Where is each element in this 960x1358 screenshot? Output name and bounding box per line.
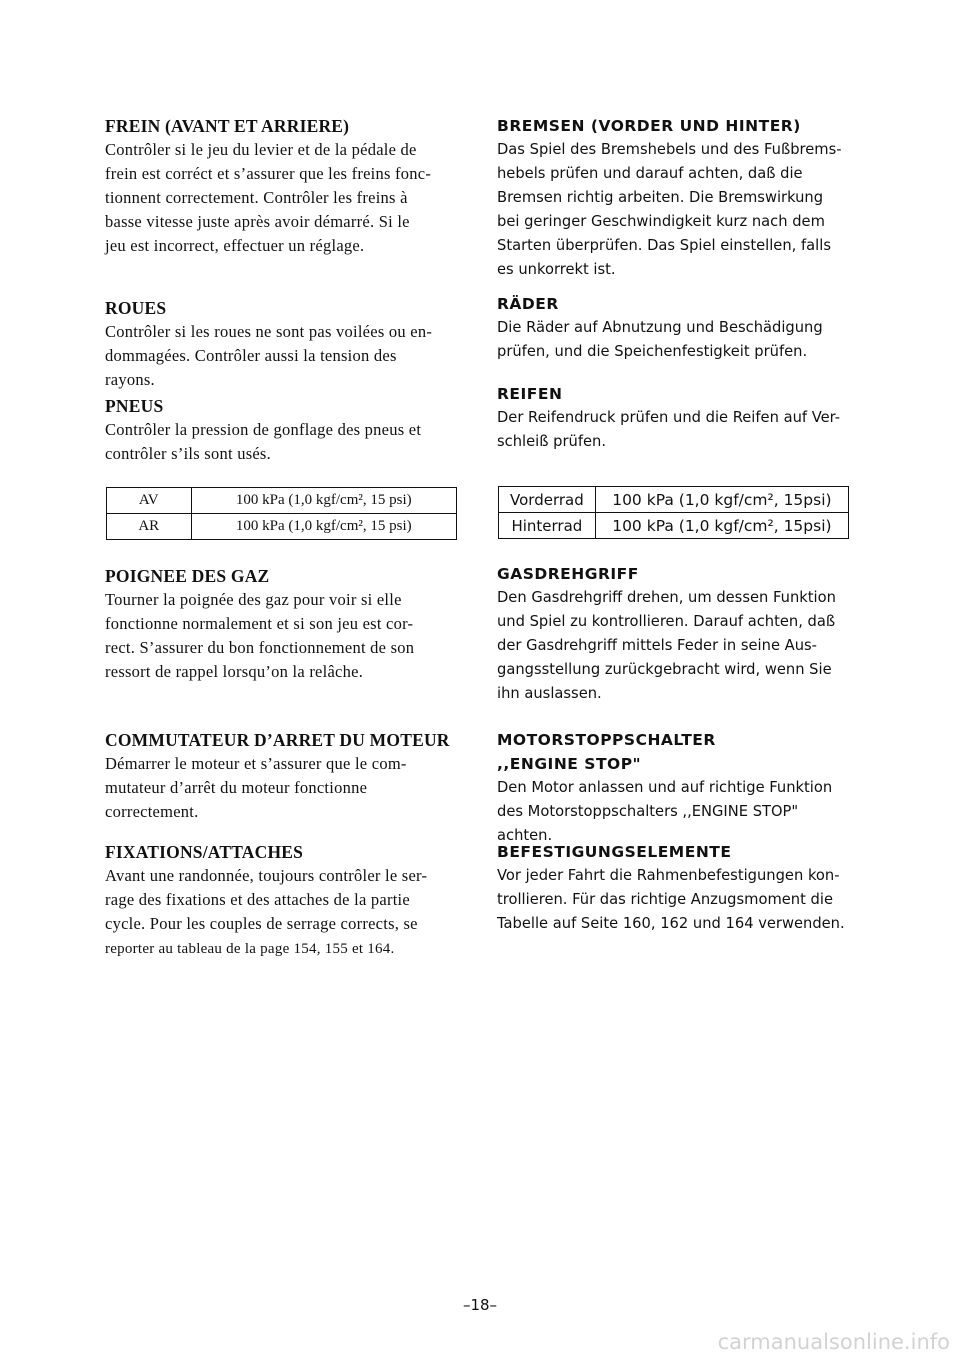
de-engine-stop-heading: MOTORSTOPPSCHALTER ,,ENGINE STOP" bbox=[497, 731, 716, 773]
fr-fasteners-section bbox=[105, 840, 457, 961]
fr-rear-label: AR bbox=[107, 514, 192, 540]
de-brakes-text: Das Spiel des Bremshebels und des Fußbrems- hebels prüfen und darauf achten, daß die Bremsen richtig arbeiten. Die Bremswirkung bei geringer Geschwindigkeit kurz nach dem Starten überprüfen. Das Spiel einstellen, falls es unkorrekt ist. bbox=[497, 141, 842, 278]
fr-engine-stop-section bbox=[105, 728, 457, 824]
fr-tires-section bbox=[105, 394, 457, 466]
fr-pressure-table bbox=[106, 487, 457, 540]
de-rear-label: Hinterrad bbox=[499, 513, 596, 539]
fr-rear-value: 100 kPa (1,0 kgf/cm², 15 psi) bbox=[191, 514, 456, 540]
fr-front-label: AV bbox=[107, 488, 192, 514]
fr-throttle-heading: POIGNEE DES GAZ bbox=[105, 566, 270, 586]
fr-engine-stop-heading: COMMUTATEUR D’ARRET DU MOTEUR bbox=[105, 730, 450, 750]
fr-brakes-text: Contrôler si le jeu du levier et de la pédale de frein est corréct et s’assurer que les freins fonc- tionnent correctement. Contrôler les freins à basse vitesse juste après avoir démarré. Si le jeu est incorrect, effectuer un réglage. bbox=[105, 140, 432, 255]
de-front-value: 100 kPa (1,0 kgf/cm², 15psi) bbox=[595, 487, 848, 513]
fr-throttle-text: Tourner la poignée des gaz pour voir si elle fonctionne normalement et si son jeu est cor- rect. S’assurer du bon fonctionnement de son ressort de rappel lorsqu’on la relâche. bbox=[105, 590, 415, 681]
de-tires-heading: REIFEN bbox=[497, 385, 563, 403]
fr-tires-heading: PNEUS bbox=[105, 396, 164, 416]
fr-wheels-text: Contrôler si les roues ne sont pas voilées ou en- dommagées. Contrôler aussi la tension des rayons. bbox=[105, 322, 433, 389]
de-throttle-heading: GASDREHGRIFF bbox=[497, 565, 639, 583]
fr-fasteners-heading: FIXATIONS/ATTACHES bbox=[105, 842, 304, 862]
de-pressure-table bbox=[498, 486, 849, 539]
de-brakes-heading: BREMSEN (VORDER UND HINTER) bbox=[497, 117, 801, 135]
de-tires-section bbox=[497, 382, 849, 454]
de-fasteners-heading: BEFESTIGUNGSELEMENTE bbox=[497, 843, 732, 861]
de-front-label: Vorderrad bbox=[499, 487, 596, 513]
fr-wheels-heading: ROUES bbox=[105, 298, 167, 318]
table-row bbox=[107, 488, 457, 514]
fr-front-value: 100 kPa (1,0 kgf/cm², 15 psi) bbox=[191, 488, 456, 514]
de-wheels-text: Die Räder auf Abnutzung und Beschädigung prüfen, und die Speichenfestigkeit prüfen. bbox=[497, 319, 823, 360]
de-throttle-section bbox=[497, 562, 849, 706]
table-row bbox=[499, 487, 849, 513]
table-row bbox=[107, 514, 457, 540]
de-fasteners-text: Vor jeder Fahrt die Rahmenbefestigungen kon- trollieren. Für das richtige Anzugsmoment die Tabelle auf Seite 160, 162 und 164 verwenden. bbox=[497, 867, 845, 932]
de-engine-stop-text: Den Motor anlassen und auf richtige Funktion des Motorstoppschalters ,,ENGINE STOP" achten. bbox=[497, 779, 833, 844]
de-brakes-section bbox=[497, 114, 849, 282]
fr-brakes-section bbox=[105, 114, 457, 258]
fr-engine-stop-text: Démarrer le moteur et s’assurer que le com- mutateur d’arrêt du moteur fonctionne correctement. bbox=[105, 754, 407, 821]
de-fasteners-section bbox=[497, 840, 849, 936]
de-wheels-heading: RÄDER bbox=[497, 295, 559, 313]
table-row bbox=[499, 513, 849, 539]
de-engine-stop-section bbox=[497, 728, 849, 848]
fr-fasteners-text: Avant une randonnée, toujours contrôler le ser- rage des fixations et des attaches de la partie cycle. Pour les couples de serrage corrects, se reporter au tableau de la page 154, 155 et 164. bbox=[105, 866, 428, 957]
de-tires-text: Der Reifendruck prüfen und die Reifen auf Ver- schleiß prüfen. bbox=[497, 409, 841, 450]
watermark: carmanualsonline.info bbox=[717, 1330, 950, 1354]
de-rear-value: 100 kPa (1,0 kgf/cm², 15psi) bbox=[595, 513, 848, 539]
page-number: –18– bbox=[462, 1296, 498, 1314]
fr-throttle-section bbox=[105, 564, 457, 684]
de-wheels-section bbox=[497, 292, 849, 364]
fr-wheels-section bbox=[105, 296, 457, 392]
fr-brakes-heading: FREIN (AVANT ET ARRIERE) bbox=[105, 116, 350, 136]
fr-tires-text: Contrôler la pression de gonflage des pneus et contrôler s’ils sont usés. bbox=[105, 420, 422, 463]
de-throttle-text: Den Gasdrehgriff drehen, um dessen Funktion und Spiel zu kontrollieren. Darauf achten, daß der Gasdrehgriff mittels Feder in seine Aus- gangsstellung zurückgebracht wird, wenn Sie ihn auslassen. bbox=[497, 589, 836, 702]
